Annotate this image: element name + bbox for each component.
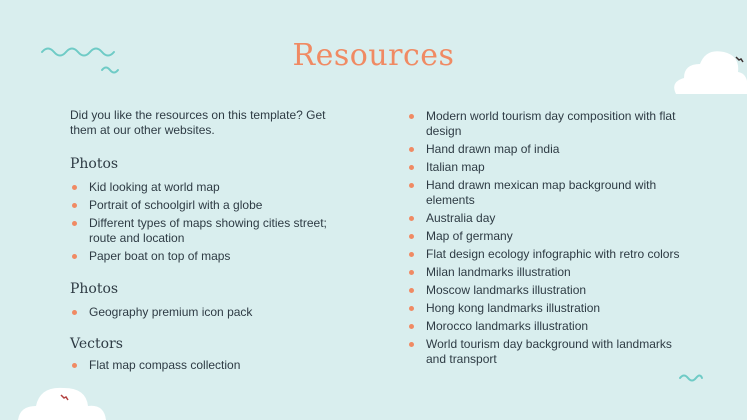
- list-item: Paper boat on top of maps: [70, 249, 345, 264]
- section-heading-photos-2: Photos: [70, 281, 119, 297]
- list-item: Flat map compass collection: [70, 358, 345, 373]
- list-item: Flat design ecology infographic with retro colors: [407, 247, 682, 262]
- photos-list: [70, 180, 345, 267]
- list-item: World tourism day background with landmarks and transport: [407, 337, 682, 367]
- list-item: Morocco landmarks illustration: [407, 319, 682, 334]
- page-title: Resources: [292, 38, 455, 73]
- list-item: Kid looking at world map: [70, 180, 345, 195]
- list-item: Hand drawn map of india: [407, 142, 682, 157]
- bird-icon: [60, 393, 70, 401]
- list-item: Australia day: [407, 211, 682, 226]
- cloud-icon: [18, 384, 118, 420]
- list-item: Hong kong landmarks illustration: [407, 301, 682, 316]
- list-item: Modern world tourism day composition with flat design: [407, 109, 682, 139]
- list-item: Hand drawn mexican map background with elements: [407, 178, 682, 208]
- icons-list: [70, 305, 345, 323]
- list-item: Portrait of schoolgirl with a globe: [70, 198, 345, 213]
- section-heading-photos: Photos: [70, 156, 119, 172]
- list-item: Moscow landmarks illustration: [407, 283, 682, 298]
- section-heading-vectors: Vectors: [70, 336, 123, 352]
- list-item: Italian map: [407, 160, 682, 175]
- resources-list-right: [407, 109, 682, 370]
- list-item: Geography premium icon pack: [70, 305, 345, 320]
- list-item: Map of germany: [407, 229, 682, 244]
- vectors-list: [70, 358, 345, 376]
- intro-text: Did you like the resources on this template? Get them at our other websites.: [70, 108, 326, 137]
- list-item: Different types of maps showing cities street; route and location: [70, 216, 345, 246]
- wave-icon: [678, 372, 704, 382]
- list-item: Milan landmarks illustration: [407, 265, 682, 280]
